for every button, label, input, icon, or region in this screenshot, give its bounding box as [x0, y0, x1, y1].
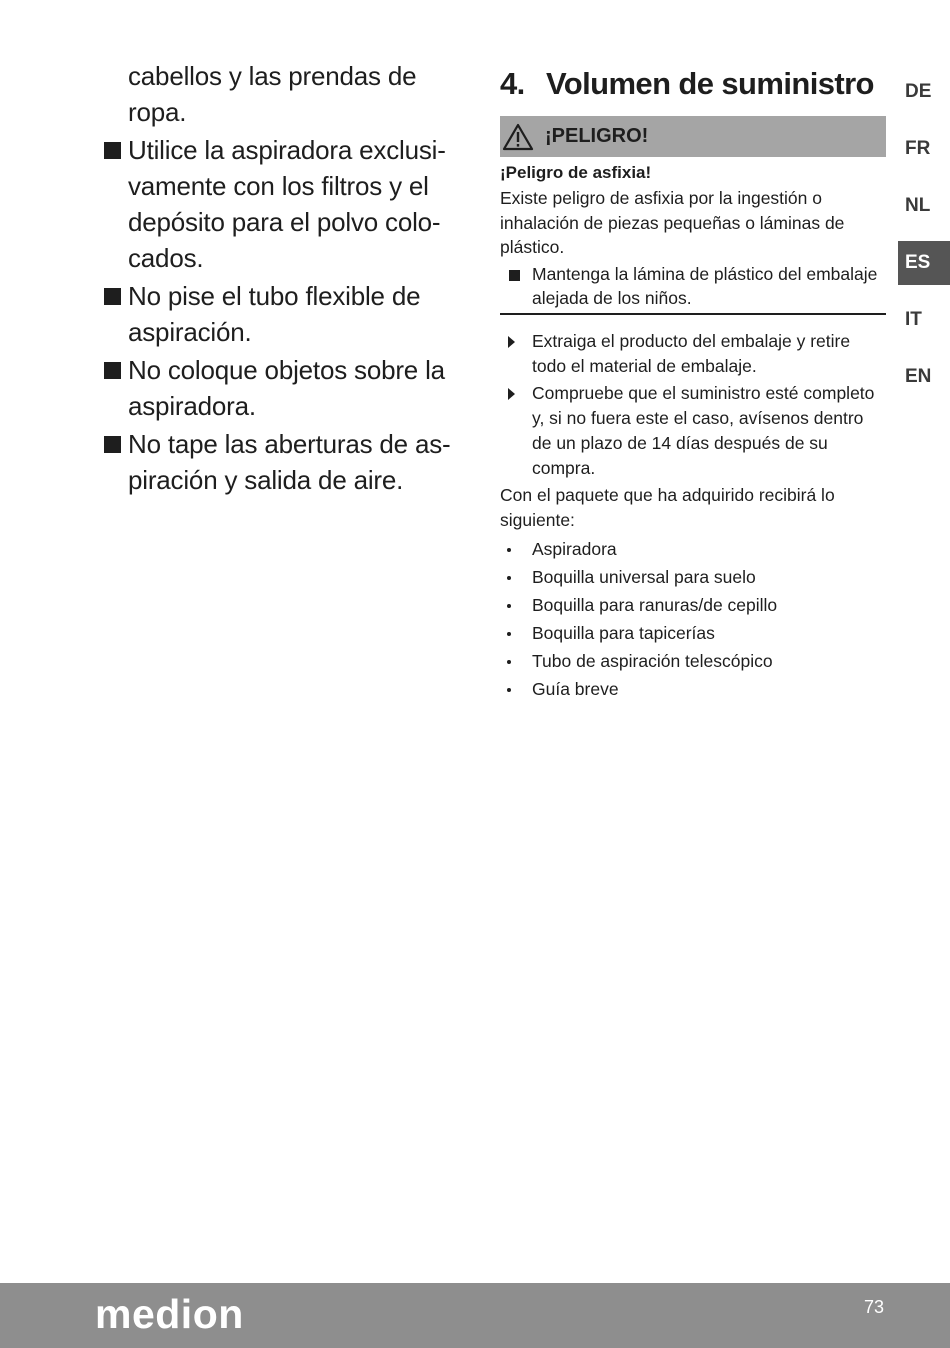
- step-item: [500, 329, 886, 379]
- left-column: [104, 58, 476, 500]
- right-column: [500, 64, 886, 703]
- continued-text: cabellos y las prendas de ropa.: [128, 61, 417, 127]
- danger-item-text: Mantenga la lámina de plástico del embalaje alejada de los niños.: [532, 263, 878, 308]
- language-tabs: [898, 70, 950, 412]
- contents-item: [500, 591, 886, 619]
- danger-subtitle: ¡Peligro de asfixia!: [500, 163, 652, 182]
- safety-item-text: No coloque objetos sobre la aspiradora.: [128, 355, 445, 421]
- step-text: Compruebe que el suministro esté completo y, si no fuera este el caso, avísenos dentro de un plazo de 14 días después de su compra.: [532, 382, 875, 478]
- bullet-dot-icon: [507, 548, 511, 552]
- language-tab-it[interactable]: IT: [905, 309, 922, 330]
- section-heading: [500, 64, 886, 108]
- square-bullet-icon: [104, 142, 121, 159]
- contents-list: [500, 535, 886, 703]
- square-bullet-icon: [104, 288, 121, 305]
- square-bullet-icon: [104, 436, 121, 453]
- language-tab-nl[interactable]: NL: [905, 195, 931, 216]
- section-number: 4.: [500, 66, 525, 101]
- bullet-dot-icon: [507, 604, 511, 608]
- contents-item: [500, 563, 886, 591]
- safety-list: [104, 132, 476, 498]
- contents-item-text: Tubo de aspiración telescópico: [532, 650, 773, 671]
- contents-item-text: Boquilla para tapicerías: [532, 622, 715, 643]
- divider: [500, 313, 886, 315]
- section-title: Volumen de suministro: [546, 66, 874, 101]
- bullet-dot-icon: [507, 688, 511, 692]
- danger-label: ¡PELIGRO!: [545, 125, 649, 147]
- contents-item-text: Aspiradora: [532, 538, 617, 559]
- arrow-right-icon: [508, 336, 515, 348]
- danger-list: [500, 262, 886, 311]
- contents-item-text: Guía breve: [532, 678, 619, 699]
- step-item: [500, 381, 886, 481]
- page-footer: [0, 1283, 950, 1348]
- arrow-right-icon: [508, 388, 515, 400]
- safety-item-text: No pise el tubo flexible de aspiración.: [128, 281, 421, 347]
- safety-item-text: Utilice la aspiradora exclusivamente con los filtros y el depósito para el polvo colocados.: [128, 135, 446, 273]
- step-text: Extraiga el producto del embalaje y retire todo el material de embalaje.: [532, 330, 851, 376]
- safety-item: [104, 278, 476, 350]
- bullet-dot-icon: [507, 576, 511, 580]
- safety-item: [104, 352, 476, 424]
- contents-item: [500, 535, 886, 563]
- contents-item: [500, 647, 886, 675]
- safety-item: [104, 132, 476, 276]
- square-bullet-icon: [104, 362, 121, 379]
- language-tab-de[interactable]: DE: [905, 81, 932, 102]
- language-tab-en[interactable]: EN: [905, 366, 932, 387]
- page-number: 73: [864, 1297, 885, 1317]
- contents-item: [500, 619, 886, 647]
- bullet-dot-icon: [507, 632, 511, 636]
- contents-item-text: Boquilla para ranuras/de cepillo: [532, 594, 778, 615]
- contents-item-text: Boquilla universal para suelo: [532, 566, 756, 587]
- contents-intro: Con el paquete que ha adquirido recibirá lo siguiente:: [500, 484, 835, 530]
- safety-item-text: No tape las aberturas de aspiración y salida de aire.: [128, 429, 451, 495]
- danger-text: Existe peligro de asfixia por la ingestión o inhalación de piezas pequeñas o láminas de plástico.: [500, 188, 845, 257]
- square-bullet-icon: [509, 270, 520, 281]
- danger-item: [500, 262, 886, 311]
- language-tab-es[interactable]: ES: [898, 241, 950, 285]
- contents-item: [500, 675, 886, 703]
- warning-triangle-icon: [502, 123, 534, 151]
- step-list: [500, 329, 886, 481]
- danger-banner: [500, 116, 886, 157]
- language-tab-fr[interactable]: FR: [905, 138, 931, 159]
- brand-logo: medion: [95, 1291, 244, 1337]
- bullet-dot-icon: [507, 660, 511, 664]
- safety-item: [104, 426, 476, 498]
